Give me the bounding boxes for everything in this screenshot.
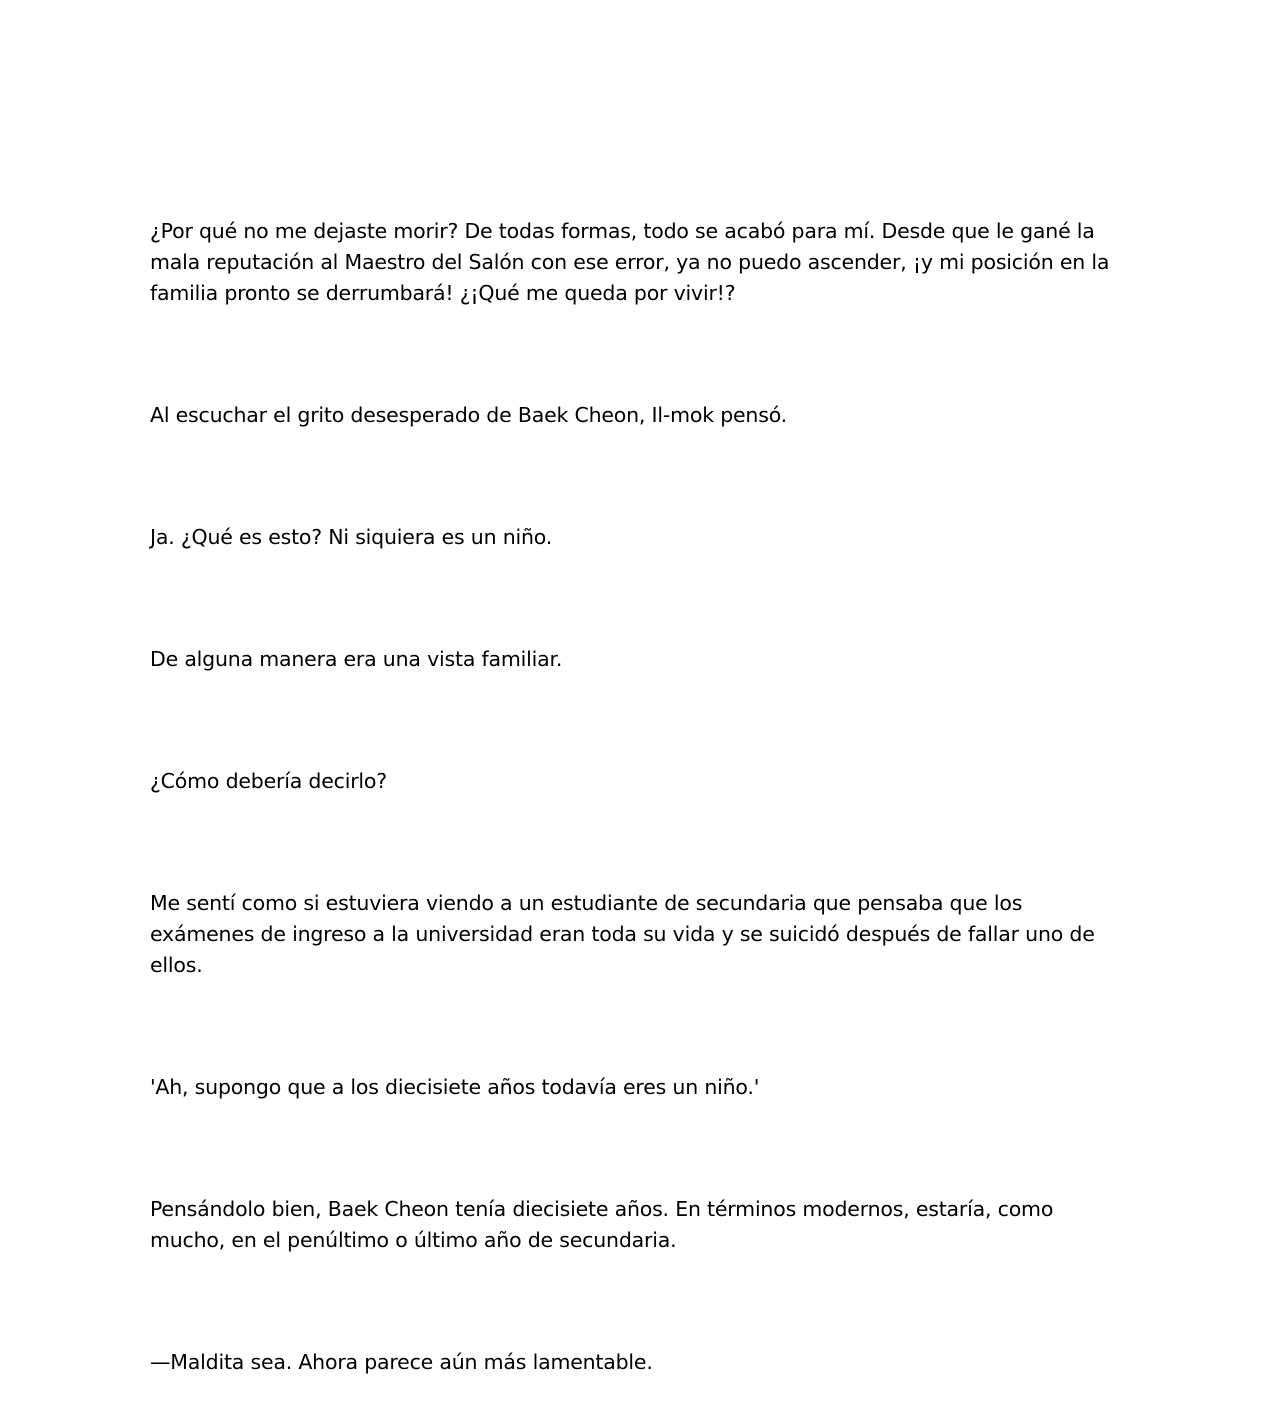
paragraph-3: Ja. ¿Qué es esto? Ni siquiera es un niño. <box>150 525 553 549</box>
paragraph-5: ¿Cómo debería decirlo? <box>150 769 387 793</box>
paragraph-1: ¿Por qué no me dejaste morir? De todas formas, todo se acabó para mí. Desde que le gané la mala reputación al Maestro del Salón con ese error, ya no puedo ascender, ¡y mi posición en la familia pronto se derrumbará! ¿¡Qué me queda por vivir!? <box>150 219 1110 305</box>
paragraph-2: Al escuchar el grito desesperado de Baek Cheon, Il-mok pensó. <box>150 403 787 427</box>
paragraph-4: De alguna manera era una vista familiar. <box>150 647 563 671</box>
paragraph-6: Me sentí como si estuviera viendo a un estudiante de secundaria que pensaba que los exámenes de ingreso a la universidad eran toda su vida y se suicidó después de fallar uno de ellos. <box>150 891 1095 977</box>
paragraph-8: Pensándolo bien, Baek Cheon tenía diecisiete años. En términos modernos, estaría, como mucho, en el penúltimo o último año de secundaria. <box>150 1197 1054 1252</box>
paragraph-7: 'Ah, supongo que a los diecisiete años todavía eres un niño.' <box>150 1075 760 1099</box>
paragraph-9: —Maldita sea. Ahora parece aún más lamentable. <box>150 1350 653 1374</box>
